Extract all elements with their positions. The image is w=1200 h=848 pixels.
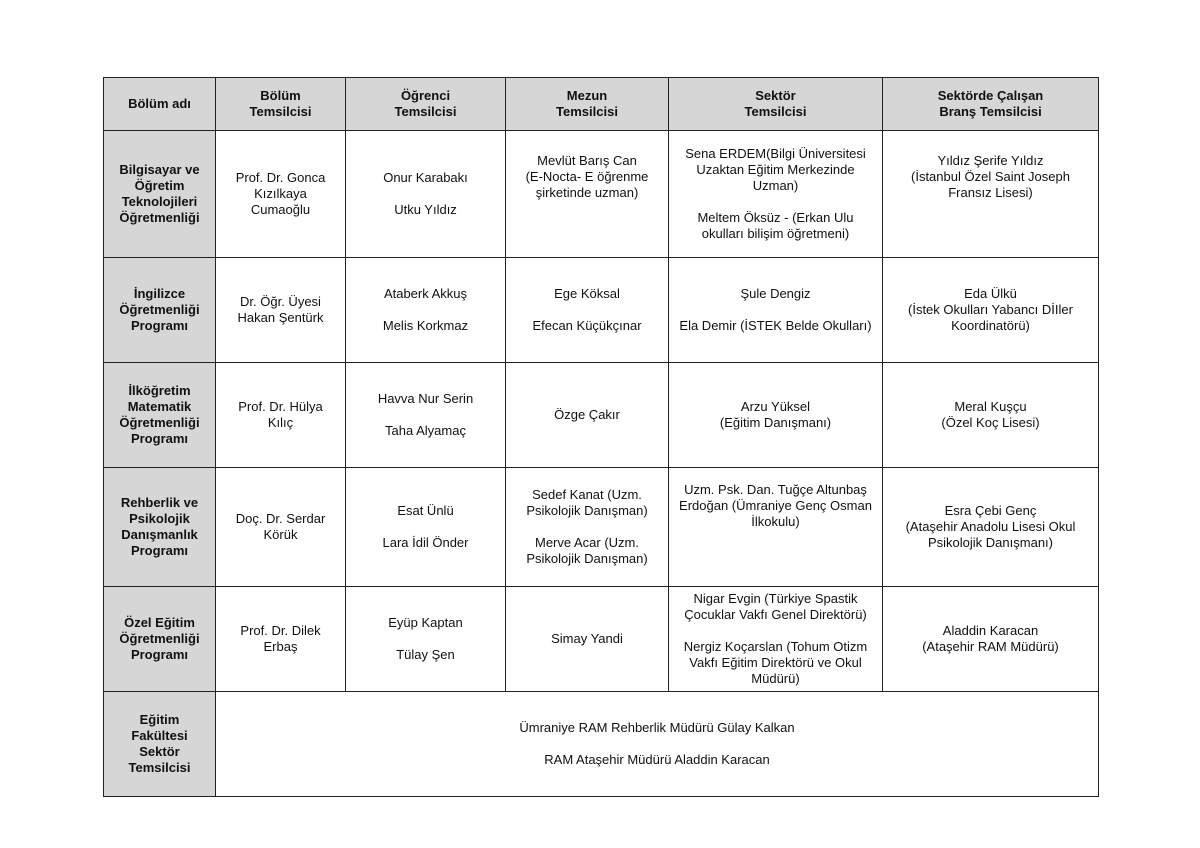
sektor-cell <box>669 468 883 587</box>
ogrenci-cell <box>346 587 506 692</box>
sektor-name: Meltem Öksüz - (Erkan Ulu okulları bilişim öğretmeni) <box>697 210 854 241</box>
table-row <box>104 258 1099 363</box>
header-sektor-temsilcisi: Sektör Temsilcisi <box>669 78 883 131</box>
sektor-name: Nergiz Koçarslan (Tohum Otizm Vakfı Eğitim Direktörü ve Okul Müdürü) <box>683 639 868 686</box>
representatives-table <box>103 77 1099 797</box>
mezun-name: Simay Yandi <box>551 631 623 646</box>
ogrenci-name: Ataberk Akkuş <box>383 286 468 301</box>
sektor-name: Şule Dengiz <box>740 286 811 301</box>
sektor-cell <box>669 131 883 258</box>
sektor-cell <box>669 258 883 363</box>
sektor-cell <box>669 587 883 692</box>
bolum-temsilcisi-cell: Prof. Dr. Gonca Kızılkaya Cumaoğlu <box>216 131 346 258</box>
ogrenci-name: Utku Yıldız <box>394 202 457 217</box>
sektor-cell <box>669 363 883 468</box>
header-row <box>104 78 1099 131</box>
bolum-name-cell: Özel Eğitim Öğretmenliği Programı <box>104 587 216 692</box>
mezun-cell <box>506 587 669 692</box>
sektor-name: Arzu Yüksel (Eğitim Danışmanı) <box>719 399 832 430</box>
mezun-cell <box>506 468 669 587</box>
ogrenci-name: Melis Korkmaz <box>382 318 469 333</box>
ogrenci-name: Havva Nur Serin <box>377 391 474 406</box>
table-row <box>104 468 1099 587</box>
header-bolum-adi: Bölüm adı <box>104 78 216 131</box>
sektor-name: Ela Demir (İSTEK Belde Okulları) <box>679 318 872 333</box>
sektor-name: Nigar Evgin (Türkiye Spastik Çocuklar Vakfı Genel Direktörü) <box>684 591 867 622</box>
bolum-name-cell: İngilizce Öğretmenliği Programı <box>104 258 216 363</box>
mezun-name: Sedef Kanat (Uzm. Psikolojik Danışman) <box>526 487 648 518</box>
header-ogrenci-temsilcisi: Öğrenci Temsilcisi <box>346 78 506 131</box>
ogrenci-cell <box>346 131 506 258</box>
ogrenci-name: Lara İdil Önder <box>382 535 469 550</box>
bolum-temsilcisi-cell: Dr. Öğr. Üyesi Hakan Şentürk <box>216 258 346 363</box>
bolum-name-cell: Bilgisayar ve Öğretim Teknolojileri Öğretmenliği <box>104 131 216 258</box>
mezun-cell <box>506 258 669 363</box>
table-row <box>104 131 1099 258</box>
mezun-name: Ege Köksal <box>554 286 620 301</box>
footer-label-cell: Eğitim Fakültesi Sektör Temsilcisi <box>104 692 216 797</box>
brans-cell: Aladdin Karacan (Ataşehir RAM Müdürü) <box>883 587 1099 692</box>
brans-cell: Esra Çebi Genç (Ataşehir Anadolu Lisesi Okul Psikolojik Danışmanı) <box>883 468 1099 587</box>
bolum-temsilcisi-cell: Prof. Dr. Hülya Kılıç <box>216 363 346 468</box>
brans-cell: Yıldız Şerife Yıldız (İstanbul Özel Saint Joseph Fransız Lisesi) <box>883 131 1099 258</box>
ogrenci-cell <box>346 258 506 363</box>
bolum-temsilcisi-cell: Prof. Dr. Dilek Erbaş <box>216 587 346 692</box>
mezun-cell <box>506 363 669 468</box>
ogrenci-cell <box>346 468 506 587</box>
ogrenci-name: Onur Karabakı <box>383 170 468 185</box>
ogrenci-cell <box>346 363 506 468</box>
footer-line: Ümraniye RAM Rehberlik Müdürü Gülay Kalkan <box>519 720 795 735</box>
mezun-name: Merve Acar (Uzm. Psikolojik Danışman) <box>526 535 648 566</box>
header-brans-temsilcisi: Sektörde Çalışan Branş Temsilcisi <box>883 78 1099 131</box>
sektor-name: Sena ERDEM(Bilgi Üniversitesi Uzaktan Eğitim Merkezinde Uzman) <box>685 146 866 193</box>
footer-content-cell <box>216 692 1099 797</box>
header-bolum-temsilcisi: Bölüm Temsilcisi <box>216 78 346 131</box>
bolum-temsilcisi-cell: Doç. Dr. Serdar Körük <box>216 468 346 587</box>
ogrenci-name: Tülay Şen <box>396 647 455 662</box>
bolum-name-cell: İlköğretim Matematik Öğretmenliği Programı <box>104 363 216 468</box>
footer-row <box>104 692 1099 797</box>
table-row <box>104 587 1099 692</box>
ogrenci-name: Eyüp Kaptan <box>388 615 463 630</box>
brans-cell: Meral Kuşçu (Özel Koç Lisesi) <box>883 363 1099 468</box>
ogrenci-name: Esat Ünlü <box>397 503 454 518</box>
mezun-name: Özge Çakır <box>554 407 620 422</box>
table-row <box>104 363 1099 468</box>
ogrenci-name: Taha Alyamaç <box>385 423 466 438</box>
bolum-name-cell: Rehberlik ve Psikolojik Danışmanlık Programı <box>104 468 216 587</box>
mezun-name: Mevlüt Barış Can (E-Nocta- E öğrenme şirketinde uzman) <box>525 153 649 200</box>
footer-line: RAM Ataşehir Müdürü Aladdin Karacan <box>544 752 770 767</box>
mezun-name: Efecan Küçükçınar <box>532 318 642 333</box>
header-mezun-temsilcisi: Mezun Temsilcisi <box>506 78 669 131</box>
sektor-name: Uzm. Psk. Dan. Tuğçe Altunbaş Erdoğan (Ümraniye Genç Osman İlkokulu) <box>679 482 872 529</box>
brans-cell: Eda Ülkü (İstek Okulları Yabancı DİIler Koordinatörü) <box>883 258 1099 363</box>
mezun-cell <box>506 131 669 258</box>
